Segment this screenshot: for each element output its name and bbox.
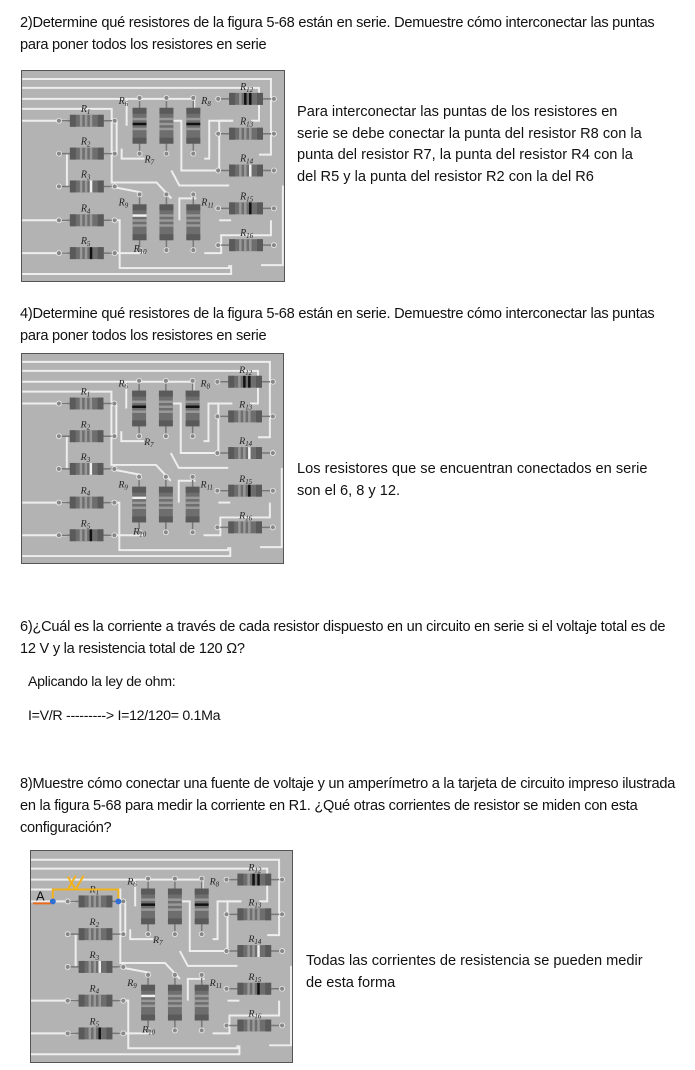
svg-text:R11: $R_{11}$ <box>209 977 223 990</box>
svg-text:R5: $R_5$ <box>80 236 91 249</box>
svg-text:R10: $R_{10}$ <box>142 1024 156 1037</box>
svg-text:R2: $R_2$ <box>80 419 91 432</box>
svg-text:R10: $R_{10}$ <box>133 244 147 257</box>
question-4: 4)Determine qué resistores de la figura 5-68 están en serie. Demuestre cómo interconectar las puntas para poner todos los resistores en serie <box>20 306 655 344</box>
circuit-board-figure-1 <box>21 70 285 282</box>
svg-text:R1: $R_1$ <box>80 386 91 399</box>
svg-text:R16: $R_{16}$ <box>239 510 253 523</box>
svg-text:R14: $R_{14}$ <box>248 934 262 947</box>
svg-text:R15: $R_{15}$ <box>239 473 253 486</box>
svg-text:R16: $R_{16}$ <box>240 228 254 241</box>
svg-text:R16: $R_{16}$ <box>248 1008 262 1021</box>
question-8: 8)Muestre cómo conectar una fuente de voltaje y un amperímetro a la tarjeta de circuito impreso ilustrada en la figura 5-68 para medir la corriente en R1. ¿Qué otras corrientes de resistor se miden con esta configuración? <box>20 776 676 836</box>
svg-text:R7: $R_7$ <box>144 437 154 450</box>
svg-text:R14: $R_{14}$ <box>239 436 253 449</box>
svg-text:R9: $R_9$ <box>118 479 128 492</box>
work-line-calculation: I=V/R ---------> I=12/120= 0.1Ma <box>28 708 221 724</box>
circuit-board-figure-2 <box>21 353 284 564</box>
svg-text:R3: $R_3$ <box>89 949 100 962</box>
svg-text:R3: $R_3$ <box>80 451 91 464</box>
svg-text:R8: $R_8$ <box>201 95 211 108</box>
svg-text:R4: $R_4$ <box>80 485 91 498</box>
answer-4-line: Los resistores que se encuentran conectados en serie <box>297 461 648 477</box>
svg-text:R5: $R_5$ <box>89 1016 100 1029</box>
svg-text:R1: $R_1$ <box>80 103 91 116</box>
svg-text:R6: $R_6$ <box>127 876 137 889</box>
svg-text:R1: $R_1$ <box>89 884 100 897</box>
work-line-ohm-law: Aplicando la ley de ohm: <box>28 674 176 690</box>
svg-text:R9: $R_9$ <box>118 197 129 210</box>
svg-text:R15: $R_{15}$ <box>240 191 254 204</box>
svg-text:R15: $R_{15}$ <box>248 971 262 984</box>
svg-text:R4: $R_4$ <box>80 203 91 216</box>
answer-2-line: serie se debe conectar la punta del resistor R8 con la <box>297 125 642 142</box>
answer-2-line: Para interconectar las puntas de los resistores en <box>297 104 618 120</box>
answer-4 <box>297 459 687 502</box>
svg-text:R5: $R_5$ <box>80 518 91 531</box>
svg-text:R8: $R_8$ <box>209 876 220 889</box>
svg-text:R11: $R_{11}$ <box>200 479 214 492</box>
question-2: 2)Determine qué resistores de la figura 5-68 están en serie. Demuestre cómo interconectar las puntas para poner todos los resistores en serie <box>20 15 655 53</box>
answer-4-line: son el 6, 8 y 12. <box>297 482 401 499</box>
question-6: 6)¿Cuál es la corriente a través de cada resistor dispuesto en un circuito en serie si el voltaje total es de 12 V y la resistencia total de 120 Ω? <box>20 619 666 657</box>
answer-8 <box>306 951 691 994</box>
svg-text:R14: $R_{14}$ <box>240 153 254 166</box>
svg-text:R2: $R_2$ <box>80 136 91 149</box>
svg-text:R6: $R_6$ <box>118 378 128 391</box>
answer-8-line: Todas las corrientes de resistencia se pueden medir <box>306 953 643 969</box>
svg-text:R12: $R_{12}$ <box>239 364 253 377</box>
svg-text:R13: $R_{13}$ <box>239 399 253 412</box>
svg-text:R11: $R_{11}$ <box>201 197 214 210</box>
svg-text:R6: $R_6$ <box>118 95 129 108</box>
svg-text:R4: $R_4$ <box>89 983 100 996</box>
svg-text:R10: $R_{10}$ <box>133 526 147 539</box>
svg-text:R7: $R_7$ <box>153 935 163 948</box>
answer-2-line: del R5 y la punta del resistor R2 con la del R6 <box>297 168 594 185</box>
svg-text:R12: $R_{12}$ <box>248 862 262 875</box>
svg-text:R12: $R_{12}$ <box>240 81 254 94</box>
svg-text:R3: $R_3$ <box>80 169 91 182</box>
svg-text:R2: $R_2$ <box>89 917 100 930</box>
svg-text:R13: $R_{13}$ <box>240 116 254 129</box>
svg-text:R13: $R_{13}$ <box>248 897 262 910</box>
svg-text:R9: $R_9$ <box>127 977 137 990</box>
answer-8-line: de esta forma <box>306 974 396 991</box>
answer-2-line: punta del resistor R7, la punta del resistor R4 con la <box>297 147 633 163</box>
answer-2 <box>297 102 687 188</box>
circuit-board-figure-3 <box>30 850 293 1063</box>
svg-text:R8: $R_8$ <box>200 378 211 391</box>
svg-text:R7: $R_7$ <box>144 154 155 167</box>
svg-text:A: A <box>35 888 45 904</box>
